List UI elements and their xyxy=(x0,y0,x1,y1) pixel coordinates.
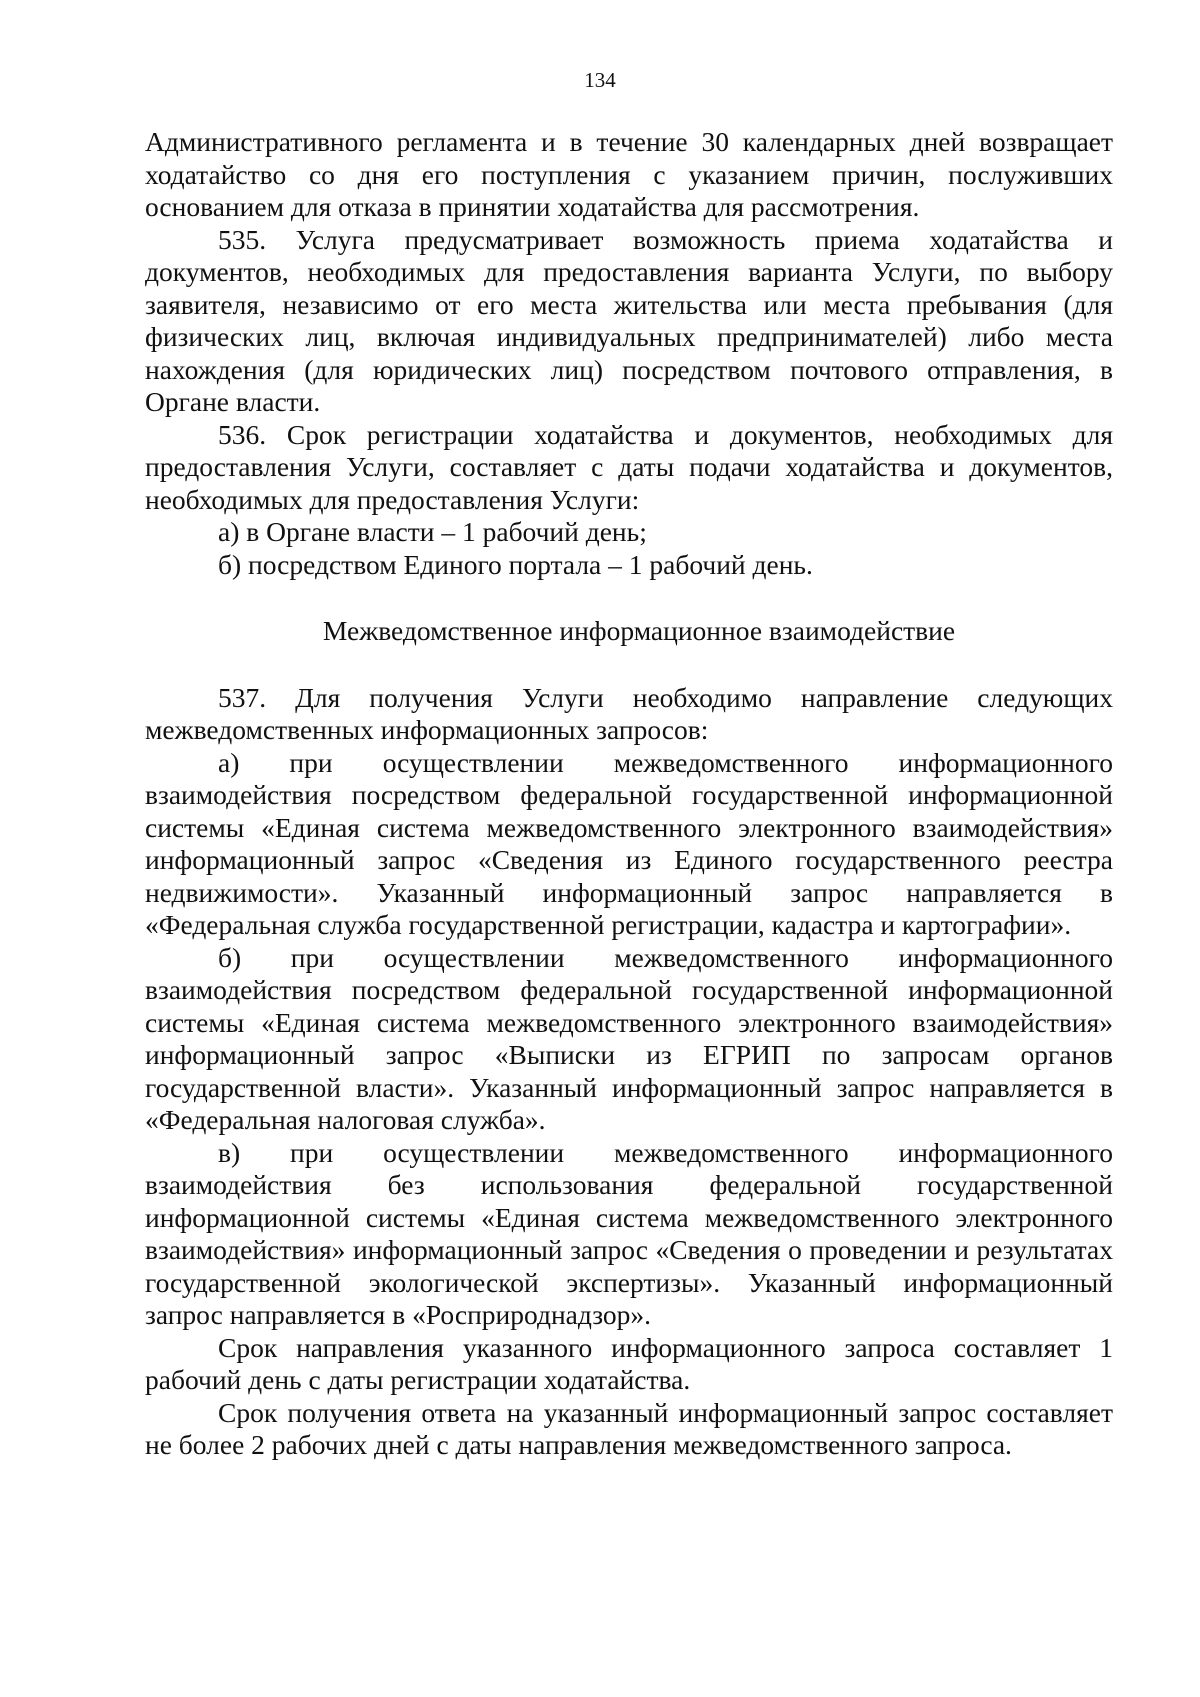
paragraph-537: 537. Для получения Услуги необходимо направление следующих межведомственных информационных запросов: xyxy=(145,681,1113,745)
page-number: 134 xyxy=(584,68,616,92)
paragraph-535: 535. Услуга предусматривает возможность приема ходатайства и документов, необходимых для предоставления варианта Услуги, по выбору заявителя, независимо от его места жительства или места пребывания (для физических лиц, включая индивидуальных предпринимателей) либо места нахождения (для юридических лиц) посредством почтового отправления, в Органе власти. xyxy=(145,223,1113,417)
list-item-537-c: в) при осуществлении межведомственного информационного взаимодействия без использования федеральной государственной информационной системы «Единая система межведомственного электронного взаимодействия» информационный запрос «Сведения о проведении и результатах государственной экологической экспертизы». Указанный информационный запрос направляется в «Росприроднадзор». xyxy=(145,1136,1113,1330)
section-heading: Межведомственное информационное взаимодействие xyxy=(322,615,956,646)
document-body xyxy=(145,126,1113,1462)
list-item-537-b: б) при осуществлении межведомственного информационного взаимодействия посредством федеральной государственной информационной системы «Единая система межведомственного электронного взаимодействия» информационный запрос «Выписки из ЕГРИП по запросам органов государственной власти». Указанный информационный запрос направляется в «Федеральная налоговая служба». xyxy=(145,941,1113,1135)
paragraph-request-deadline: Срок направления указанного информационного запроса составляет 1 рабочий день с даты регистрации ходатайства. xyxy=(145,1331,1113,1395)
list-item-536-b: б) посредством Единого портала – 1 рабочий день. xyxy=(218,548,813,580)
list-item-536-a: а) в Органе власти – 1 рабочий день; xyxy=(218,516,647,547)
list-item-537-a: а) при осуществлении межведомственного информационного взаимодействия посредством федеральной государственной информационной системы «Единая система межведомственного электронного взаимодействия» информационный запрос «Сведения из Единого государственного реестра недвижимости». Указанный информационный запрос направляется в «Федеральная служба государственной регистрации, кадастра и картографии». xyxy=(145,746,1113,940)
paragraph-response-deadline: Срок получения ответа на указанный информационный запрос составляет не более 2 рабочих дней с даты направления межведомственного запроса. xyxy=(145,1396,1113,1460)
paragraph-536: 536. Срок регистрации ходатайства и документов, необходимых для предоставления Услуги, составляет с даты подачи ходатайства и документов, необходимых для предоставления Услуги: xyxy=(145,418,1113,515)
paragraph-continuation: Административного регламента и в течение 30 календарных дней возвращает ходатайство со дня его поступления с указанием причин, послуживших основанием для отказа в принятии ходатайства для рассмотрения. xyxy=(145,126,1113,222)
